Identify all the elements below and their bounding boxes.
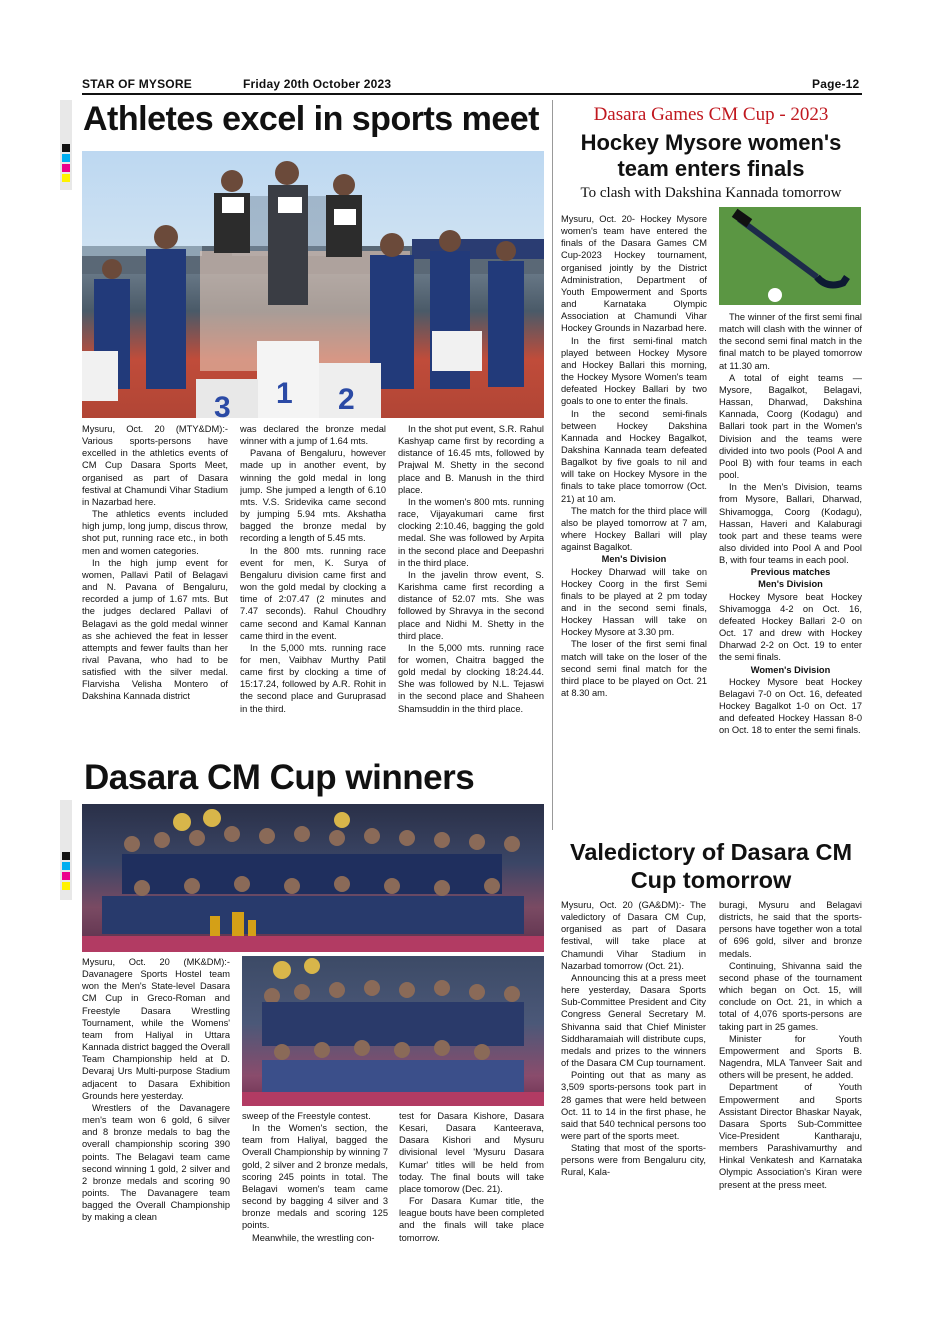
valedictory-column-1	[561, 899, 706, 1263]
paragraph: In the second semi-finals between Hockey Dakshina Kannada and Hockey Bagalkot, Dakshina Kannada team defeated Bagalkot by five goals to nil and will take on Hockey Mysore in the finals to take place tomorrow (Oct. 21) at 10 am.	[561, 408, 707, 504]
hockey-stick-photo	[719, 207, 861, 305]
publication-name: STAR OF MYSORE	[82, 77, 192, 91]
page-number: Page-12	[812, 77, 860, 91]
paragraph: Department of Youth Empowerment and Sports Assistant Director Bhaskar Nayak, Dasara Sports Sub-Committee Vice-President Kantharaju, members Parashivamurthy and Hinkal Venkatesh and Karnataka Olympic Association's Kiran were present at the press meet.	[719, 1082, 862, 1190]
paragraph: The loser of the first semi final match will take on the loser of the second semi final match for the third place to be played on Oct. 21 at 8.30 am.	[561, 639, 707, 699]
paragraph: Mysuru, Oct. 20- Hockey Mysore women's team have entered the finals of the Dasara Games CM Cup-2023 Hockey tournament, organised jointly by the District Administration, Department of Youth Empowerment and Sports and Karnataka Olympic Association at Chamundi Vihar Hockey Grounds in Nazarbad here.	[561, 214, 707, 334]
paragraph: In the Women's section, the team from Haliyal, bagged the Overall Championship by winning 7 gold, 2 silver and 2 bronze medals, scoring 245 points in total. The Belagavi women's team came second by bagging 4 silver and 3 bronze medals and scoring 125 points.	[242, 1123, 388, 1231]
paragraph: Mysuru, Oct. 20 (GA&DM):- The valedictory of Dasara CM Cup, organised as part of Dasara festival, will take place at Chamundi Vihar Stadium in Nazarbad tomorrow (Oct. 21).	[561, 900, 706, 971]
paragraph: Stating that most of the sports-persons were from Bengaluru city, Rural, Kala-	[561, 1143, 706, 1178]
paragraph: In the 800 mts. running race event for men, K. Surya of Bengaluru division came first and won the gold medal by clocking a time of 2:07.47 (2 minutes and 7.47 seconds). Rahul Choudhry came second and Kamal Kannan came third in the event.	[240, 545, 386, 641]
paragraph: Announcing this at a press meet here yesterday, Dasara Sports Sub-Committee President and City Congress General Secretary M. Shivanna said that Chief Minister Siddharamaiah will distribute cups, medals and prizes to the winners of the Dasara CM Cup tournament.	[561, 972, 706, 1069]
womens-wrestling-team-photo	[242, 956, 544, 1106]
registration-strip-bottom	[60, 800, 72, 900]
issue-date: Friday 20th October 2023	[243, 77, 392, 91]
winners-column-3	[399, 1110, 544, 1262]
paragraph: A total of eight teams — Mysore, Bagalkot, Belagavi, Hassan, Dharwad, Dakshina Kannada, Coorg (Kodagu) and Ballari took part in the Women's Division and the teams were divided into two pools (Pool A and Pool B) with four teams in each pool.	[719, 372, 862, 481]
hockey-column-2	[719, 311, 862, 831]
podium-number-first: 1	[276, 377, 293, 410]
winners-column-2	[242, 1110, 388, 1262]
header-rule	[82, 93, 862, 95]
hockey-subhead: To clash with Dakshina Kannada tomorrow	[580, 185, 842, 201]
mens-wrestling-team-photo	[82, 804, 544, 952]
athletes-column-2	[240, 423, 386, 753]
paragraph: In the high jump event for women, Pallavi Patil of Belagavi and N. Pavana of Bengaluru, recorded a jump of 1.67 mts. But the judges declared Pallavi of Belagavi as the gold medal winner as she achieved the feat in lesser attempts and fewer faults than her rival Pavana, who had to be satisfied with the silver medal. Flarvisha Velisha Montero of Dakshina Kannada district	[82, 557, 228, 702]
paragraph: The athletics events included high jump, long jump, discus throw, shot put, running race etc., in both men and women categories.	[82, 509, 228, 556]
hockey-kicker: Dasara Games CM Cup - 2023	[593, 104, 829, 125]
valedictory-column-2	[719, 899, 862, 1263]
valedictory-headline: Valedictory of Dasara CM Cup tomorrow	[569, 839, 853, 893]
paragraph: The match for the third place will also be played tomorrow at 7 am, where Hockey Ballari will play against Bagalkot.	[561, 505, 707, 553]
paragraph: Pointing out that as many as 3,509 sports-persons took part in 28 games that were held between Oct. 11 to 14 in the first phase, he said that 540 technical persons too were part of the sports meet.	[561, 1070, 706, 1141]
paragraph: In the 5,000 mts. running race for men, Vaibhav Murthy Patil came first by clocking a time of 15:17.24, followed by A.R. Rohit in the second place and Guruprasad in the third.	[240, 642, 386, 714]
athletes-column-1	[82, 423, 228, 753]
paragraph: In the women's 800 mts. running race, Vijayakumari came first clocking 2:10.46, bagging the gold medal. She was followed by Arpita in the second place and Deepashri in the third place.	[398, 496, 544, 568]
paragraph: The winner of the first semi final match will clash with the winner of the second semi final match in the final match to be played tomorrow at 11.30 am.	[719, 312, 862, 371]
hockey-column-1	[561, 213, 707, 833]
podium-number-second: 2	[338, 383, 355, 416]
paragraph: sweep of the Freestyle contest.	[242, 1111, 371, 1121]
paragraph: Pavana of Bengaluru, however made up in another event, by winning the gold medal in long jump. She jumped a length of 6.10 mts. V.S. Sridevika came second by jumping 5.94 mts. Akshatha bagged the bronze medal by recording a length of 5.45 mts.	[240, 448, 386, 544]
paragraph: was declared the bronze medal winner with a jump of 1.64 mts.	[240, 424, 386, 447]
hockey-headline: Hockey Mysore women's team enters finals	[580, 130, 842, 181]
paragraph: Meanwhile, the wrestling con-	[252, 1232, 375, 1243]
athletes-column-3	[398, 423, 544, 753]
paragraph: For Dasara Kumar title, the league bouts have been completed and the finals will take place tomorrow.	[399, 1196, 544, 1243]
paragraph: In the javelin throw event, S. Karishma came first recording a distance of 52.07 mts. She was followed by Shravya in the second place and Nidhi M. Shetty in the third place.	[398, 569, 544, 641]
paragraph: buragi, Mysuru and Belagavi districts, he said that the sports-persons have together won a total of 696 gold, silver and bronze medals.	[719, 900, 862, 959]
paragraph: Wrestlers of the Davanagere men's team won 6 gold, 6 silver and 8 bronze medals to bag the overall championship scoring 390 points. The Belagavi team came second winning 1 gold, 2 silver and 2 bronze medals and scoring 90 points. The Davanagere team bagged the Overall Championship by making a clean	[82, 1102, 230, 1223]
paragraph: Hockey Mysore beat Hockey Shivamogga 4-2 on Oct. 16, defeated Hockey Ballari 2-0 on Oct. 17 and drew with Hockey Dharwad 2-2 on Oct. 19 to enter the semi finals.	[719, 591, 862, 663]
podium-number-third: 3	[214, 391, 231, 418]
paragraph: Mysuru, Oct. 20 (MK&DM):- Davanagere Sports Hostel team won the Men's State-level Dasara CM Cup in Greco-Roman and Freestyle Dasara Wrestling Tournament, while the Womens' team from Haliyal in Uttara Kannada district bagged the Overall Team Championship held at D. Devaraj Urs Multi-purpose Stadium adjacent to Dasara Exhibition Grounds here yesterday.	[82, 957, 230, 1101]
paragraph: In the shot put event, S.R. Rahul Kashyap came first by recording a distance of 16.45 mts, followed by Prajwal M. Shetty in the second place and B. Manush in the third place.	[398, 424, 544, 495]
paragraph: Continuing, Shivanna said the second phase of the tournament which began on Oct. 15, will conclude on Oct. 21, in which a total of 4,076 sports-persons are taking part in 25 games.	[719, 960, 862, 1032]
column-divider	[552, 100, 553, 830]
paragraph: Minister for Youth Empowerment and Sports B. Nagendra, MLA Tanveer Sait and others will be present, he added.	[719, 1033, 862, 1081]
winners-column-1	[82, 956, 230, 1262]
paragraph: Hockey Mysore beat Hockey Belagavi 7-0 on Oct. 16, defeated Hockey Bagalkot 1-0 on Oct. 17 and defeated Hockey Hassan 8-0 on Oct. 18 to enter the semi finals.	[719, 676, 862, 736]
paragraph: Hockey Dharwad will take on Hockey Coorg in the first Semi finals to be played at 2 pm today and in the second semi finals, Hockey Hassan will take on Hockey Mysore at 3.30 pm.	[561, 566, 707, 638]
paragraph: Mysuru, Oct. 20 (MTY&DM):- Various sports-persons have excelled in the athletics events of CM Cup Dasara Sports Meet, organised as part of Dasara festival at Chamundi Vihar Stadium in Nazarbad here.	[82, 424, 228, 507]
paragraph: test for Dasara Kishore, Dasara Kesari, Dasara Kanteerava, Dasara Kishori and Mysuru divisional level 'Mysuru Dasara Kumar' titles will be held from today. The final bouts will take place tomorow (Dec. 21).	[399, 1111, 544, 1194]
paragraph: In the 5,000 mts. running race for women, Chaitra bagged the gold medal by clocking 18:24.44. She was followed by N.L. Tejaswi in the second place and Shaheen Shamsuddin in the third place.	[398, 642, 544, 714]
subheading: Men's Division	[601, 554, 667, 565]
paragraph: In the Men's Division, teams from Mysore, Ballari, Dharwad, Shivamogga, Coorg (Kodagu), Hassan, Haveri and Kalaburagi took part and these teams were also divided into Pool A and Pool B, with four teams in each pool.	[719, 482, 862, 566]
subheading: Men's Division	[758, 579, 823, 590]
athletes-podium-photo	[82, 151, 544, 418]
paragraph: In the first semi-final match played between Hockey Mysore and Hockey Ballari this morning, the Hockey Mysore Women's team defeated Hockey Ballari by two goals to one to enter the finals.	[561, 335, 707, 407]
athletes-headline: Athletes excel in sports meet	[83, 100, 540, 138]
winners-headline: Dasara CM Cup winners	[84, 758, 475, 797]
subheading: Women's Division	[750, 664, 831, 675]
registration-strip-top	[60, 100, 72, 190]
subheading: Previous matches	[750, 567, 831, 578]
